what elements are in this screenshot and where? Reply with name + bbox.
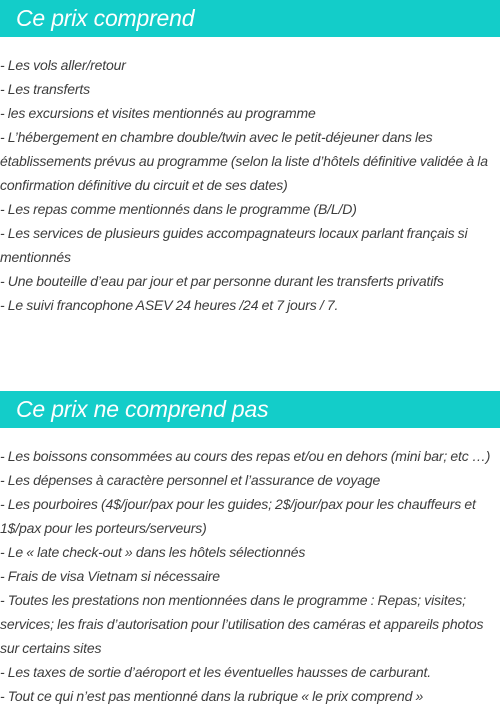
includes-title: Ce prix comprend — [16, 5, 195, 31]
list-item: - Toutes les prestations non mentionnées dans le programme : Repas; visites; services; les frais d’autorisation pour l’utilisation des caméras et appareils photos sur certains sites — [0, 592, 484, 656]
list-item: - Les boissons consommées au cours des repas et/ou en dehors (mini bar; etc …) — [0, 448, 491, 464]
list-item: - Les repas comme mentionnés dans le programme (B/L/D) — [0, 201, 357, 217]
excludes-title: Ce prix ne comprend pas — [16, 396, 269, 422]
list-item: - les excursions et visites mentionnés au programme — [0, 105, 316, 121]
excludes-list — [0, 444, 500, 708]
list-item: - Une bouteille d’eau par jour et par personne durant les transferts privatifs — [0, 273, 444, 289]
list-item: - Tout ce qui n’est pas mentionné dans la rubrique « le prix comprend » — [0, 688, 424, 704]
excludes-section-header — [0, 391, 500, 428]
list-item: - L’hébergement en chambre double/twin avec le petit-déjeuner dans les établissements prévus au programme (selon la liste d’hôtels définitive validée à la confirmation définitive du circuit et de ses dates) — [0, 129, 488, 193]
list-item: - Les taxes de sortie d’aéroport et les éventuelles hausses de carburant. — [0, 664, 432, 680]
includes-section-header — [0, 0, 500, 37]
list-item: - Les transferts — [0, 81, 90, 97]
list-item: - Les vols aller/retour — [0, 57, 126, 73]
list-item: - Les services de plusieurs guides accompagnateurs locaux parlant français si mentionnés — [0, 225, 468, 265]
list-item: - Frais de visa Vietnam si nécessaire — [0, 568, 220, 584]
list-item: - Les dépenses à caractère personnel et l’assurance de voyage — [0, 472, 381, 488]
includes-list — [0, 53, 500, 317]
list-item: - Les pourboires (4$/jour/pax pour les guides; 2$/jour/pax pour les chauffeurs et 1$/pax pour les porteurs/serveurs) — [0, 496, 476, 536]
list-item: - Le suivi francophone ASEV 24 heures /24 et 7 jours / 7. — [0, 297, 339, 313]
list-item: - Le « late check-out » dans les hôtels sélectionnés — [0, 544, 306, 560]
